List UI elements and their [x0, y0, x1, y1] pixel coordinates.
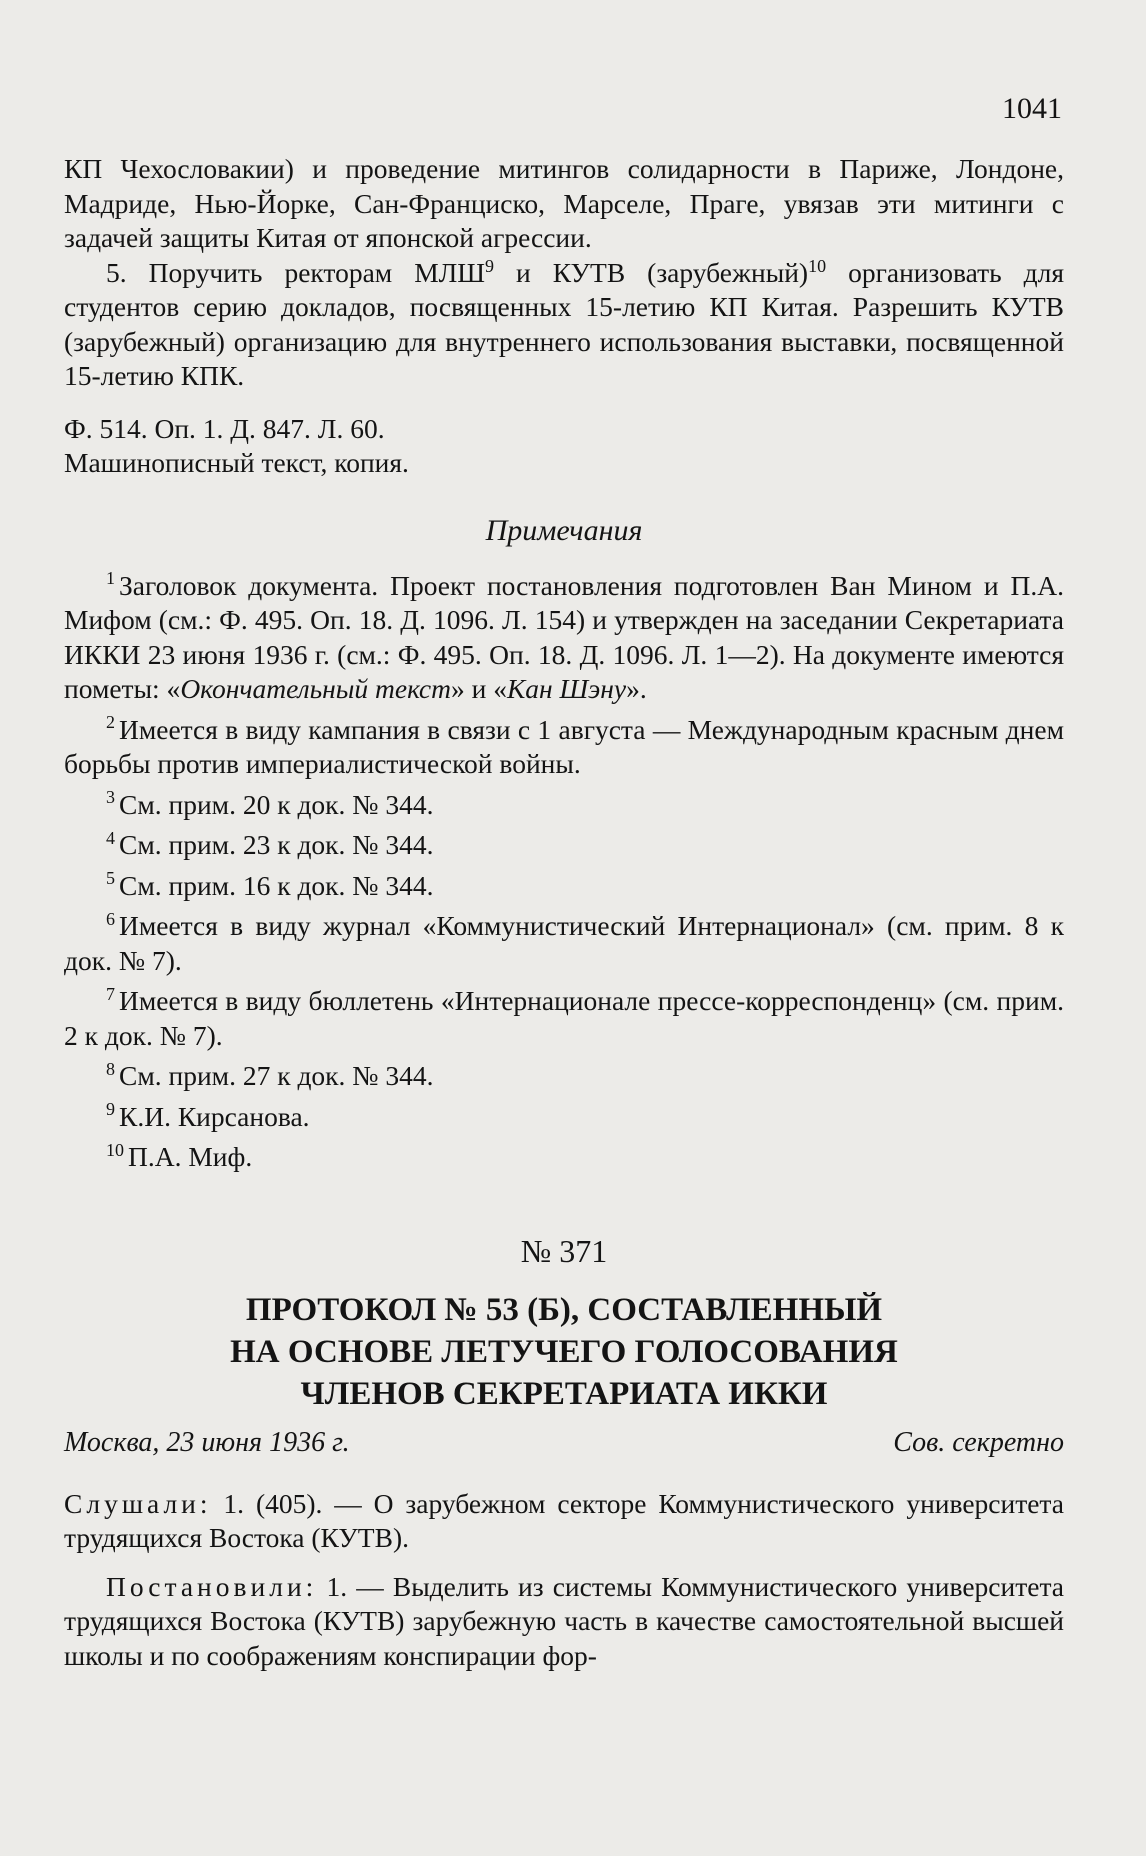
- notes-heading: Примечания: [485, 513, 643, 547]
- footnote-3: $^3$ См. прим. 20 к док. № 344.: [106, 787, 434, 820]
- resolved-label: Постановили:: [106, 1570, 318, 1602]
- document-title-line-1: ПРОТОКОЛ № 53 (Б), СОСТАВЛЕННЫЙ: [245, 1291, 883, 1328]
- footnote-ref-9: 9: [485, 255, 495, 276]
- document-title: [64, 1289, 1064, 1415]
- footnote-4: $^4$ См. прим. 23 к док. № 344.: [106, 827, 434, 860]
- classification-stamp: Сов. секретно: [893, 1426, 1064, 1458]
- footnote-6: $^6$ Имеется в виду журнал «Коммунистический Интернационал» (см. прим. 8 к док. № 7).: [64, 908, 1064, 976]
- resolution-point-5: 5. Поручить ректорам МЛШ$^9$ и КУТВ (зарубежный)$^{10}$ организовать для студентов серию докладов, посвященных 15-летию КП Китая. Разрешить КУТВ (зарубежный) организацию для внутреннего использования выставки, посвященной 15-летию КПК.: [64, 255, 1064, 391]
- archive-reference: Ф. 514. Оп. 1. Д. 847. Л. 60.: [64, 412, 385, 444]
- place-date: Москва, 23 июня 1936 г.: [64, 1426, 350, 1458]
- footnote-5: $^5$ См. прим. 16 к док. № 344.: [106, 868, 434, 901]
- dateline: [64, 1425, 1064, 1461]
- body-text: [64, 152, 1064, 1673]
- resolved-paragraph: Постановили: 1. — Выделить из системы Коммунистического университета трудящихся Востока (КУТВ) зарубежную часть в качестве самостоятельной высшей школы и по соображениям конспирации фор-: [64, 1570, 1064, 1671]
- page-number: 1041: [1002, 92, 1062, 125]
- continuation-paragraph: КП Чехословакии) и проведение митингов солидарности в Париже, Лондоне, Мадриде, Нью-Йорке, Сан-Франциско, Марселе, Праге, увязав эти митинги с задачей защиты Китая от японской агрессии.: [64, 153, 1064, 253]
- footnote-9: $^9$ К.И. Кирсанова.: [106, 1099, 310, 1132]
- document-title-line-2: НА ОСНОВЕ ЛЕТУЧЕГО ГОЛОСОВАНИЯ: [230, 1333, 898, 1370]
- copy-note: Машинописный текст, копия.: [64, 447, 409, 478]
- heard-paragraph: Слушали: 1. (405). — О зарубежном секторе Коммунистического университета трудящихся Востока (КУТВ).: [64, 1487, 1064, 1553]
- document-title-line-3: ЧЛЕНОВ СЕКРЕТАРИАТА ИККИ: [300, 1375, 828, 1412]
- footnote-8: $^8$ См. прим. 27 к док. № 344.: [106, 1058, 434, 1091]
- footnote-2: $^2$ Имеется в виду кампания в связи с 1 августа — Международным красным днем борьбы против империалистической войны.: [64, 712, 1064, 779]
- footnote-10: $^{10}$ П.А. Миф.: [106, 1139, 253, 1172]
- heard-label: Слушали:: [64, 1487, 212, 1519]
- footnote-ref-10: 10: [808, 255, 827, 276]
- footnote-1: $^1$ Заголовок документа. Проект постановления подготовлен Ван Мином и П.А. Мифом (см.: Ф. 495. Оп. 18. Д. 1096. Л. 154) и утвержден на заседании Секретариата ИККИ 23 июня 1936 г. (см.: Ф. 495. Оп. 18. Д. 1096. Л. 1—2). На документе имеются пометы: «Окончательный текст» и «Кан Шэну».: [64, 568, 1064, 704]
- document-number: № 371: [520, 1232, 608, 1269]
- footnote-7: $^7$ Имеется в виду бюллетень «Интернационале прессе-корреспонденц» (см. прим. 2 к док. № 7).: [64, 983, 1064, 1051]
